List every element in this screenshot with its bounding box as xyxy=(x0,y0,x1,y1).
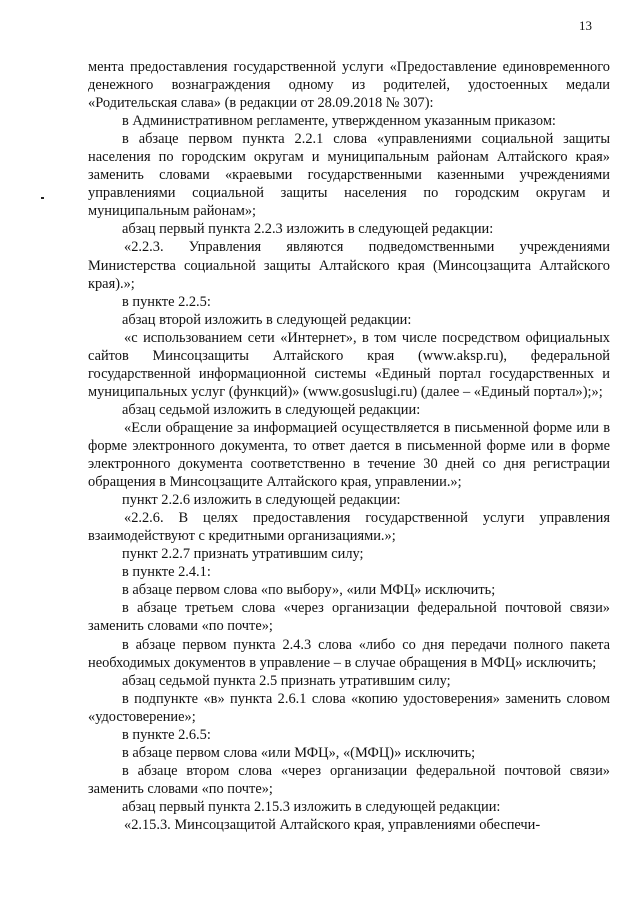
paragraph: в пункте 2.4.1: xyxy=(122,564,211,581)
paragraph: «2.15.3. Минсоцзащитой Алтайского края, управлениями обеспечи- xyxy=(124,816,541,833)
paragraph: в абзаце первом слова «по выбору», «или МФЦ» исключить; xyxy=(122,582,496,599)
margin-mark xyxy=(41,197,44,199)
paragraph: в абзаце первом слова «или МФЦ», «(МФЦ)» исключить; xyxy=(122,744,476,761)
paragraph: абзац седьмой изложить в следующей редакции: xyxy=(122,401,421,418)
paragraph: в абзаце третьем слова «через организации федеральной почтовой связи» заменить словами «по почте»; xyxy=(88,600,610,635)
paragraph: абзац второй изложить в следующей редакции: xyxy=(122,311,412,328)
paragraph: в Административном регламенте, утвержденном указанным приказом: xyxy=(122,113,556,130)
paragraph: абзац первый пункта 2.15.3 изложить в следующей редакции: xyxy=(122,798,501,815)
paragraph: «2.2.6. В целях предоставления государственной услуги управления взаимодействуют с кредитными организациями.»; xyxy=(88,510,610,545)
paragraph: пункт 2.2.6 изложить в следующей редакции: xyxy=(122,492,401,509)
paragraph: абзац седьмой пункта 2.5 признать утратившим силу; xyxy=(122,672,451,689)
paragraph: в пункте 2.2.5: xyxy=(122,293,211,310)
document-body xyxy=(88,58,610,834)
paragraph: «с использованием сети «Интернет», в том числе посредством официальных сайтов Минсоцзащиты Алтайского края (www.aksp.ru), федеральной государственной информационной системы «Единый портал государственных и муниципальных услуг (функций)» (www.gosuslugi.ru) (далее – «Единый портал»);»; xyxy=(88,329,610,400)
paragraph: мента предоставления государственной услуги «Предоставление единовременного денежного вознаграждения одному из родителей, удостоенных медали «Родительская слава» (в редакции от 28.09.2018 № 307): xyxy=(88,59,610,112)
paragraph: «2.2.3. Управления являются подведомственными учреждениями Министерства социальной защиты Алтайского края (Минсоцзащита Алтайского края).»; xyxy=(88,239,610,292)
paragraph: в абзаце первом пункта 2.2.1 слова «управлениями социальной защиты населения по городским округам и муниципальным районам Алтайского края» заменить словами «краевыми государственными казенными учреждениями управлениями социальной защиты населения по городским округам и муниципальным районам»; xyxy=(88,131,610,220)
paragraph: абзац первый пункта 2.2.3 изложить в следующей редакции: xyxy=(122,221,494,238)
page-number: 13 xyxy=(579,18,592,33)
paragraph: в абзаце первом пункта 2.4.3 слова «либо со дня передачи полного пакета необходимых документов в управление – в случае обращения в МФЦ» исключить; xyxy=(88,636,610,671)
paragraph: в абзаце втором слова «через организации федеральной почтовой связи» заменить словами «по почте»; xyxy=(88,762,610,797)
paragraph: «Если обращение за информацией осуществляется в письменной форме или в форме электронного документа, то ответ дается в письменной форме или в форме электронного документа соответственно в течение 30 дней со дня регистрации обращения в Минсоцзащите Алтайского края, управлении.»; xyxy=(88,419,610,491)
paragraph: пункт 2.2.7 признать утратившим силу; xyxy=(122,546,364,563)
paragraph: в подпункте «в» пункта 2.6.1 слова «копию удостоверения» заменить словом «удостоверение»; xyxy=(88,690,610,725)
paragraph: в пункте 2.6.5: xyxy=(122,726,211,743)
